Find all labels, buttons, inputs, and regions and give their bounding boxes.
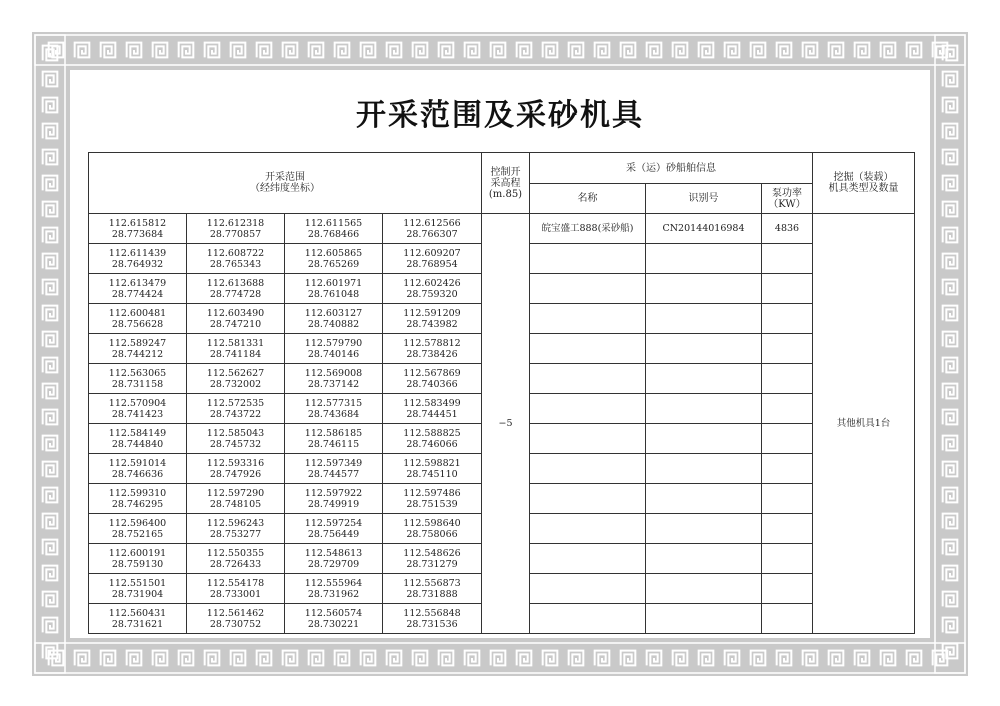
vessel-name-cell	[530, 304, 646, 334]
pump-power-cell	[762, 514, 813, 544]
header-pump-line2: （KW）	[768, 198, 806, 210]
vessel-id-cell	[646, 394, 762, 424]
coord-cell	[285, 364, 383, 394]
vessel-id-cell	[646, 304, 762, 334]
latitude: 28.730221	[307, 618, 360, 630]
coord-cell	[187, 424, 285, 454]
latitude: 28.740366	[406, 378, 458, 390]
pump-power-cell	[762, 424, 813, 454]
longitude: 112.596400	[108, 517, 167, 529]
longitude: 112.579790	[304, 337, 363, 349]
coord-cell	[285, 244, 383, 274]
coord-cell	[89, 604, 187, 634]
vessel-name-cell	[530, 364, 646, 394]
latitude: 28.731962	[307, 588, 360, 600]
latitude: 28.759320	[406, 288, 458, 300]
longitude: 112.588825	[403, 427, 461, 439]
longitude: 112.600481	[108, 307, 167, 319]
coord-cell	[383, 304, 482, 334]
longitude: 112.583499	[403, 397, 461, 409]
latitude: 28.747926	[209, 468, 262, 480]
coord-cell	[89, 544, 187, 574]
vessel-id-cell	[646, 274, 762, 304]
header-elevation	[482, 153, 530, 214]
latitude: 28.744577	[307, 468, 360, 480]
longitude: 112.603490	[206, 307, 265, 319]
longitude: 112.563065	[108, 367, 167, 379]
coord-cell	[383, 214, 482, 244]
latitude: 28.746295	[111, 498, 164, 510]
elevation-value: −5	[482, 214, 530, 634]
latitude: 28.768954	[406, 258, 458, 270]
latitude: 28.743722	[209, 408, 262, 420]
header-range-line2: （经纬度坐标）	[250, 183, 320, 194]
vessel-id-cell	[646, 424, 762, 454]
longitude: 112.591014	[108, 457, 167, 469]
coord-cell	[89, 304, 187, 334]
coord-cell	[285, 604, 383, 634]
vessel-id-cell	[646, 454, 762, 484]
vessel-name-cell	[530, 334, 646, 364]
vessel-id-cell	[646, 244, 762, 274]
pump-power-cell	[762, 454, 813, 484]
latitude: 28.751539	[406, 498, 458, 510]
coord-cell	[89, 394, 187, 424]
longitude: 112.597349	[304, 457, 363, 469]
header-range-line1: 开采范围	[265, 172, 305, 183]
coord-cell	[285, 304, 383, 334]
pump-power-cell	[762, 394, 813, 424]
coord-cell	[285, 274, 383, 304]
longitude: 112.613688	[206, 277, 265, 289]
latitude: 28.741423	[111, 408, 164, 420]
coord-cell	[285, 424, 383, 454]
coord-cell	[187, 514, 285, 544]
fret-border-top	[32, 32, 968, 68]
longitude: 112.556848	[403, 607, 461, 619]
header-equipment-line1: 挖掘（装载）	[833, 172, 894, 183]
pump-power-cell	[762, 484, 813, 514]
coord-cell	[285, 484, 383, 514]
coord-cell	[383, 244, 482, 274]
longitude: 112.554178	[206, 577, 265, 589]
longitude: 112.577315	[304, 397, 363, 409]
longitude: 112.609207	[403, 247, 461, 259]
longitude: 112.612566	[403, 217, 461, 229]
latitude: 28.731536	[406, 618, 458, 630]
vessel-id-cell: CN20144016984	[646, 214, 762, 244]
vessel-id-cell	[646, 364, 762, 394]
table-row	[89, 214, 915, 244]
coord-cell	[187, 274, 285, 304]
latitude: 28.756449	[307, 528, 360, 540]
coord-cell	[187, 364, 285, 394]
longitude: 112.597254	[304, 517, 363, 529]
vessel-id-cell	[646, 574, 762, 604]
longitude: 112.560431	[108, 607, 167, 619]
header-vessel-name: 名称	[530, 184, 646, 214]
latitude: 28.740882	[307, 318, 360, 330]
fret-border-right	[932, 32, 968, 676]
latitude: 28.764932	[111, 258, 164, 270]
coord-cell	[89, 574, 187, 604]
latitude: 28.747210	[209, 318, 262, 330]
pump-power-cell: 4836	[762, 214, 813, 244]
vessel-name-cell	[530, 454, 646, 484]
header-vessel-id: 识别号	[646, 184, 762, 214]
latitude: 28.743982	[406, 318, 458, 330]
fret-border-left	[32, 32, 68, 676]
longitude: 112.601971	[304, 277, 363, 289]
latitude: 28.761048	[307, 288, 360, 300]
longitude: 112.548626	[403, 547, 461, 559]
coord-cell	[187, 604, 285, 634]
coord-cell	[187, 214, 285, 244]
longitude: 112.598821	[403, 457, 461, 469]
coord-cell	[187, 454, 285, 484]
longitude: 112.602426	[403, 277, 461, 289]
coord-cell	[383, 514, 482, 544]
longitude: 112.572535	[206, 397, 265, 409]
mining-table	[88, 152, 915, 634]
coord-cell	[383, 394, 482, 424]
coord-cell	[89, 454, 187, 484]
coord-cell	[285, 454, 383, 484]
coord-cell	[383, 334, 482, 364]
latitude: 28.765343	[209, 258, 262, 270]
longitude: 112.551501	[108, 577, 167, 589]
vessel-name-cell	[530, 544, 646, 574]
coord-cell	[383, 574, 482, 604]
latitude: 28.759130	[111, 558, 164, 570]
coord-cell	[285, 544, 383, 574]
coord-cell	[187, 544, 285, 574]
latitude: 28.731621	[111, 618, 164, 630]
latitude: 28.726433	[209, 558, 262, 570]
header-equipment-line2: 机具类型及数量	[828, 183, 899, 194]
header-elevation-line3: (m.85)	[488, 188, 523, 200]
coord-cell	[89, 214, 187, 244]
latitude: 28.741184	[209, 348, 262, 360]
longitude: 112.585043	[206, 427, 265, 439]
pump-power-cell	[762, 364, 813, 394]
vessel-name-cell	[530, 394, 646, 424]
coord-cell	[383, 544, 482, 574]
header-range	[89, 153, 482, 214]
longitude: 112.586185	[304, 427, 363, 439]
longitude: 112.605865	[304, 247, 363, 259]
latitude: 28.770857	[209, 228, 262, 240]
coord-cell	[89, 244, 187, 274]
pump-power-cell	[762, 244, 813, 274]
latitude: 28.745110	[406, 468, 458, 480]
vessel-id-cell	[646, 514, 762, 544]
latitude: 28.774424	[111, 288, 164, 300]
vessel-name-cell	[530, 244, 646, 274]
equipment-value: 其他机具1台	[813, 214, 915, 634]
latitude: 28.743684	[307, 408, 360, 420]
latitude: 28.744212	[111, 348, 164, 360]
longitude: 112.591209	[403, 307, 461, 319]
longitude: 112.578812	[403, 337, 461, 349]
vessel-name-cell	[530, 484, 646, 514]
longitude: 112.570904	[108, 397, 167, 409]
latitude: 28.733001	[209, 588, 262, 600]
vessel-name-cell	[530, 574, 646, 604]
header-elevation-line1: 控制开	[490, 166, 521, 178]
vessel-name-cell	[530, 274, 646, 304]
coord-cell	[187, 304, 285, 334]
longitude: 112.597486	[403, 487, 461, 499]
header-equipment	[813, 153, 915, 214]
coord-cell	[383, 424, 482, 454]
latitude: 28.765269	[307, 258, 360, 270]
pump-power-cell	[762, 604, 813, 634]
latitude: 28.768466	[307, 228, 360, 240]
fret-border-bottom	[32, 640, 968, 676]
coord-cell	[187, 394, 285, 424]
latitude: 28.766307	[406, 228, 458, 240]
coord-cell	[285, 334, 383, 364]
vessel-name-cell	[530, 424, 646, 454]
coord-cell	[187, 334, 285, 364]
pump-power-cell	[762, 574, 813, 604]
document-sheet	[70, 70, 930, 638]
latitude: 28.738426	[406, 348, 458, 360]
longitude: 112.555964	[304, 577, 363, 589]
header-pump-line1: 泵功率	[772, 187, 802, 199]
coord-cell	[187, 574, 285, 604]
longitude: 112.600191	[108, 547, 167, 559]
coord-cell	[383, 484, 482, 514]
longitude: 112.615812	[108, 217, 167, 229]
longitude: 112.611439	[108, 247, 167, 259]
latitude: 28.774728	[209, 288, 262, 300]
coord-cell	[89, 484, 187, 514]
longitude: 112.598640	[403, 517, 461, 529]
latitude: 28.731904	[111, 588, 164, 600]
page-title: 开采范围及采砂机具	[356, 98, 644, 133]
coord-cell	[383, 274, 482, 304]
coord-cell	[89, 334, 187, 364]
pump-power-cell	[762, 334, 813, 364]
latitude: 28.749919	[307, 498, 360, 510]
longitude: 112.608722	[206, 247, 265, 259]
coord-cell	[89, 364, 187, 394]
latitude: 28.744840	[111, 438, 164, 450]
longitude: 112.593316	[206, 457, 265, 469]
vessel-id-cell	[646, 334, 762, 364]
longitude: 112.612318	[206, 217, 265, 229]
latitude: 28.746115	[307, 438, 360, 450]
pump-power-cell	[762, 544, 813, 574]
longitude: 112.596243	[206, 517, 265, 529]
latitude: 28.753277	[209, 528, 262, 540]
longitude: 112.597290	[206, 487, 265, 499]
pump-power-cell	[762, 274, 813, 304]
longitude: 112.556873	[403, 577, 461, 589]
latitude: 28.744451	[406, 408, 458, 420]
coord-cell	[89, 424, 187, 454]
header-elevation-line2: 采高程	[490, 177, 521, 189]
latitude: 28.737142	[307, 378, 360, 390]
longitude: 112.584149	[108, 427, 167, 439]
longitude: 112.611565	[304, 217, 363, 229]
vessel-id-cell	[646, 604, 762, 634]
longitude: 112.589247	[108, 337, 167, 349]
longitude: 112.581331	[206, 337, 265, 349]
header-vessel-group: 采（运）砂船舶信息	[530, 153, 813, 184]
latitude: 28.756628	[111, 318, 164, 330]
coord-cell	[187, 484, 285, 514]
latitude: 28.731888	[406, 588, 458, 600]
longitude: 112.548613	[304, 547, 363, 559]
longitude: 112.561462	[206, 607, 265, 619]
longitude: 112.597922	[304, 487, 363, 499]
longitude: 112.603127	[304, 307, 363, 319]
vessel-name-cell	[530, 514, 646, 544]
latitude: 28.752165	[111, 528, 164, 540]
coord-cell	[89, 514, 187, 544]
latitude: 28.746636	[111, 468, 164, 480]
latitude: 28.748105	[209, 498, 262, 510]
latitude: 28.732002	[209, 378, 262, 390]
longitude: 112.560574	[304, 607, 363, 619]
latitude: 28.773684	[111, 228, 164, 240]
vessel-name-cell: 皖宝盛工888(采砂船)	[530, 214, 646, 244]
latitude: 28.746066	[406, 438, 458, 450]
latitude: 28.729709	[307, 558, 360, 570]
coord-cell	[285, 574, 383, 604]
vessel-id-cell	[646, 484, 762, 514]
vessel-name-cell	[530, 604, 646, 634]
longitude: 112.567869	[403, 367, 461, 379]
latitude: 28.758066	[406, 528, 458, 540]
coord-cell	[285, 514, 383, 544]
latitude: 28.731279	[406, 558, 458, 570]
coord-cell	[285, 214, 383, 244]
coord-cell	[383, 364, 482, 394]
longitude: 112.550355	[206, 547, 265, 559]
latitude: 28.740146	[307, 348, 360, 360]
coord-cell	[383, 604, 482, 634]
longitude: 112.613479	[108, 277, 167, 289]
coord-cell	[89, 274, 187, 304]
latitude: 28.731158	[111, 378, 164, 390]
coord-cell	[383, 454, 482, 484]
latitude: 28.730752	[209, 618, 262, 630]
longitude: 112.599310	[108, 487, 167, 499]
latitude: 28.745732	[209, 438, 262, 450]
pump-power-cell	[762, 304, 813, 334]
longitude: 112.569008	[304, 367, 363, 379]
coord-cell	[285, 394, 383, 424]
header-pump-power	[762, 184, 813, 214]
vessel-id-cell	[646, 544, 762, 574]
coord-cell	[187, 244, 285, 274]
longitude: 112.562627	[206, 367, 265, 379]
